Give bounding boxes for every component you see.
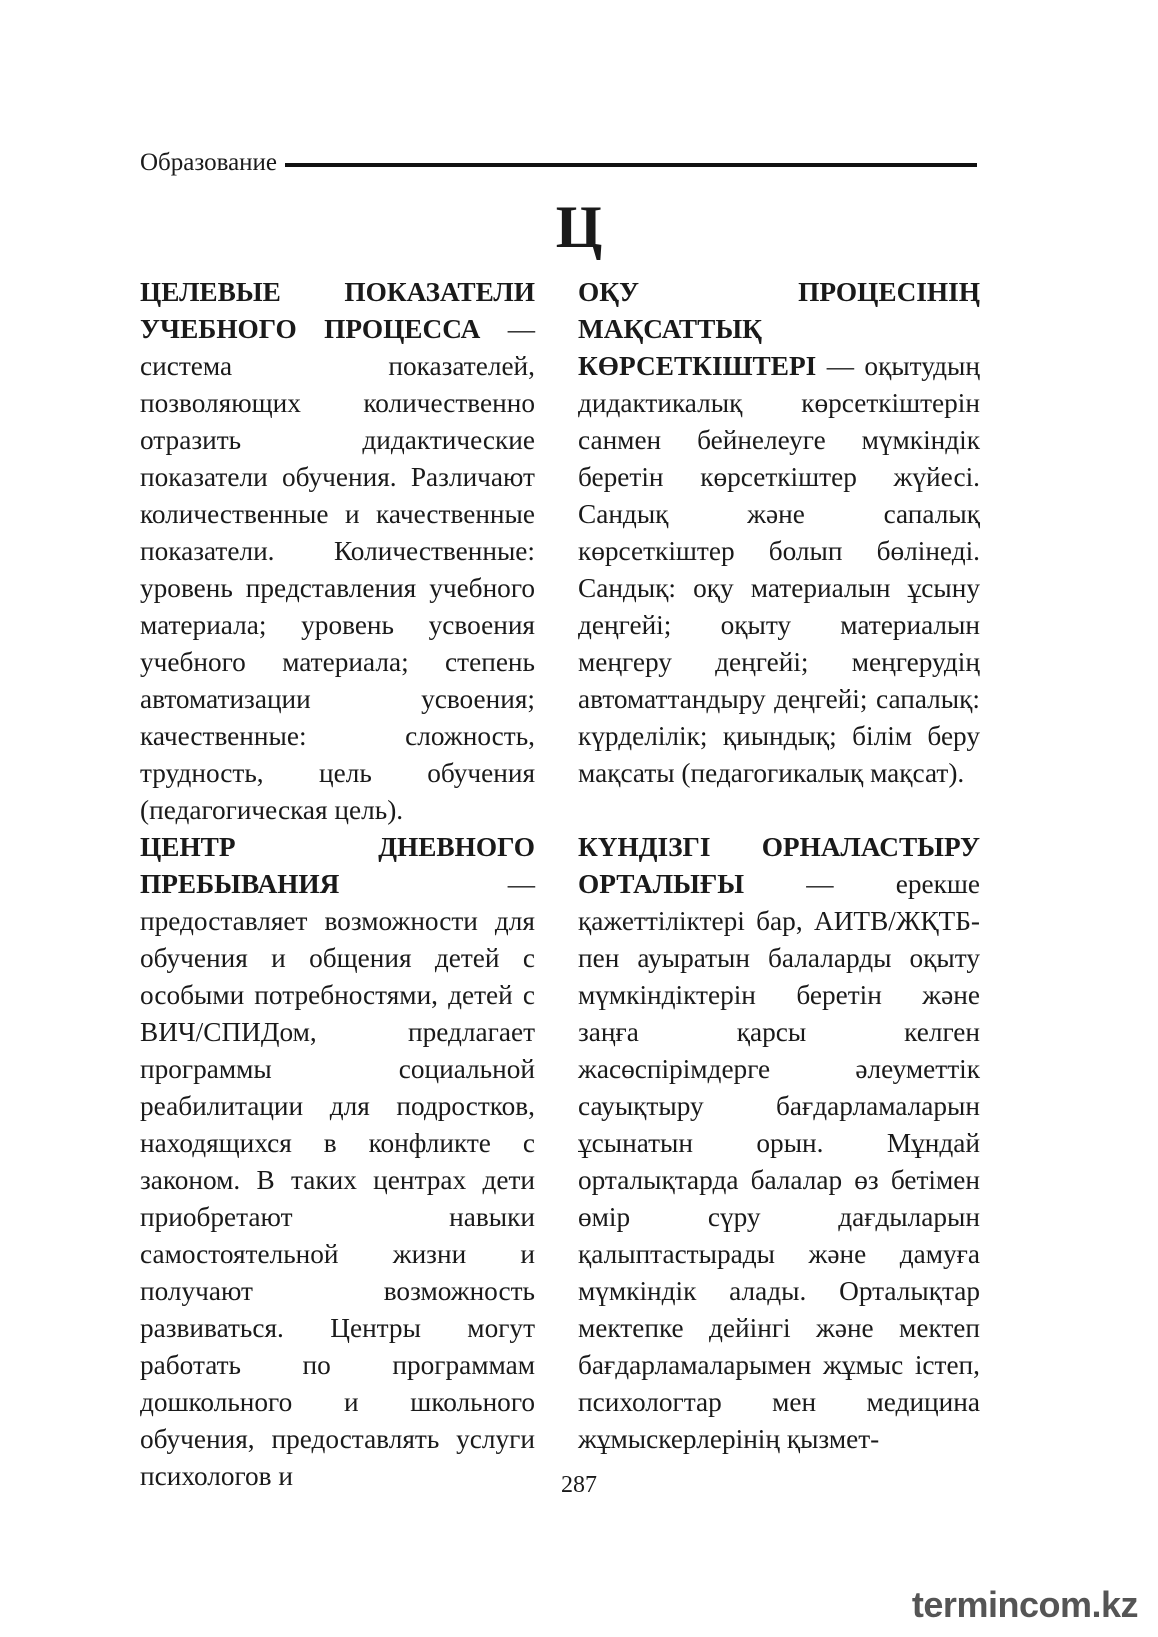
dictionary-entry	[140, 829, 535, 1495]
entry-term: КҮНДІЗГІ ОРНАЛАСТЫРУ ОРТАЛЫҒЫ	[578, 832, 980, 899]
entry-definition: — система показателей, позволяющих количественно отразить дидактические показатели обучения. Различают количественные и качественные показатели. Количественные: уровень представления учебного материала; уровень усвоения учебного материала; степень автоматизации усвоения; качественные: сложность, трудность, цель обучения (педагогическая цель).	[140, 314, 535, 825]
entry-term: ЦЕЛЕВЫЕ ПОКАЗАТЕЛИ УЧЕБНОГО ПРОЦЕССА	[140, 277, 535, 344]
section-letter: Ц	[555, 194, 603, 260]
watermark-logo	[912, 1585, 1138, 1625]
entry-definition: — ерекше қажеттіліктері бар, АИТВ/ЖҚТБ-пен ауыратын балаларды оқыту мүмкіндіктерін беретін және заңға қарсы келген жасөспірімдерге әлеуметтік сауықтыру бағдарламаларын ұсынатын орын. Мұндай орталықтарда балалар өз бетімен өмір сүру дағдыларын қалыптастырады және дамуға мүмкіндік алады. Орталықтар мектепке дейінгі және мектеп бағдарламаларымен жұмыс істеп, психологтар мен медицина жұмыскерлерінің қызмет-	[578, 869, 980, 1454]
entry-term: ЦЕНТР ДНЕВНОГО ПРЕБЫВАНИЯ	[140, 832, 535, 899]
header-rule	[285, 163, 977, 167]
page-number: 287	[561, 1472, 597, 1498]
left-column	[140, 274, 535, 1495]
running-header-title: Образование	[140, 149, 278, 176]
dictionary-entry	[578, 274, 980, 792]
entry-definition: — предоставляет возможности для обучения и общения детей с особыми потребностями, детей с ВИЧ/СПИДом, предлагает программы социальной реабилитации для подростков, находящихся в конфликте с законом. В таких центрах дети приобретают навыки самостоятельной жизни и получают возможность развиваться. Центры могут работать по программам дошкольного и школьного обучения, предоставлять услуги психологов и	[140, 869, 535, 1491]
entry-definition: — оқытудың дидактикалық көрсеткіштерін санмен бейнелеуге мүмкіндік беретін көрсеткіштер жүйесі. Сандық және сапалық көрсеткіштер болып бөлінеді. Сандық: оқу материалын ұсыну деңгейі; оқыту материалын меңгеру деңгейі; меңгерудің автоматтандыру деңгейі; сапалық: күрделілік; қиындық; білім беру мақсаты (педагогикалық мақсат).	[578, 351, 980, 788]
entry-term: ОҚУ ПРОЦЕСІНІҢ МАҚСАТТЫҚ КӨРСЕТКІШТЕРІ	[578, 277, 980, 381]
watermark-text: termincom.kz	[911, 1584, 1138, 1626]
running-header	[140, 146, 977, 180]
right-column	[578, 274, 980, 1458]
dictionary-entry	[578, 829, 980, 1458]
dictionary-entry	[140, 274, 535, 829]
